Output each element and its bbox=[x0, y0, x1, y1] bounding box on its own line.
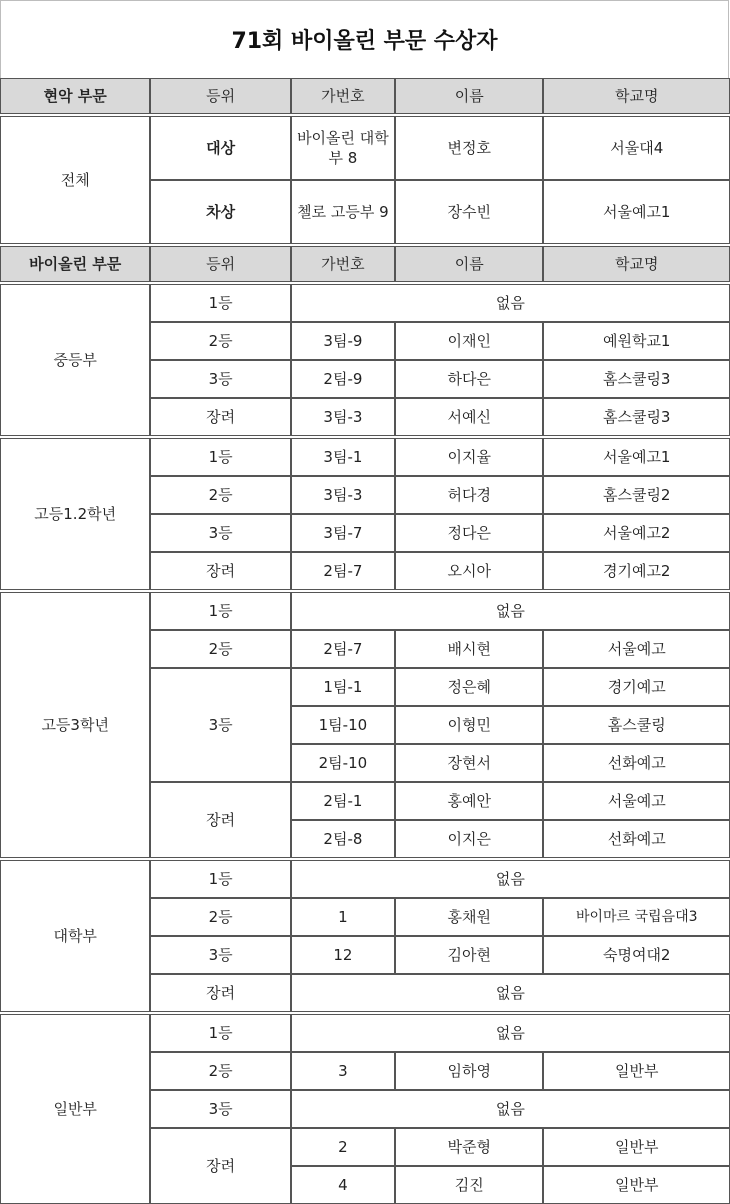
number-cell: 4 bbox=[291, 1166, 395, 1204]
name-cell: 박준형 bbox=[395, 1128, 543, 1166]
school-cell: 서울예고1 bbox=[543, 438, 730, 476]
school-cell: 선화예고 bbox=[543, 820, 730, 858]
school-cell: 예원학교1 bbox=[543, 322, 730, 360]
name-cell: 하다은 bbox=[395, 360, 543, 398]
rank-cell: 장려 bbox=[150, 398, 290, 436]
number-cell: 3팀-1 bbox=[291, 438, 395, 476]
category-cell: 고등1.2학년 bbox=[0, 438, 150, 590]
rank-cell: 1등 bbox=[150, 1014, 290, 1052]
number-cell: 2팀-8 bbox=[291, 820, 395, 858]
none-cell: 없음 bbox=[291, 1090, 730, 1128]
school-cell: 서울예고2 bbox=[543, 514, 730, 552]
rank-cell: 3등 bbox=[150, 1090, 290, 1128]
name-cell: 홍채원 bbox=[395, 898, 543, 936]
name-cell: 배시현 bbox=[395, 630, 543, 668]
header-rank: 등위 bbox=[150, 246, 290, 282]
none-cell: 없음 bbox=[291, 284, 730, 322]
rank-cell: 장려 bbox=[150, 1128, 290, 1204]
title-box bbox=[0, 0, 729, 78]
table-row bbox=[0, 284, 730, 322]
number-cell: 바이올린 대학부 8 bbox=[291, 116, 395, 180]
table-row bbox=[0, 1014, 730, 1052]
none-cell: 없음 bbox=[291, 974, 730, 1012]
table-row bbox=[0, 116, 730, 180]
section1-header-row bbox=[0, 78, 730, 114]
school-cell: 홈스쿨링3 bbox=[543, 398, 730, 436]
name-cell: 서예신 bbox=[395, 398, 543, 436]
header-section: 현악 부문 bbox=[0, 78, 150, 114]
name-cell: 변정호 bbox=[395, 116, 543, 180]
rank-cell: 2등 bbox=[150, 322, 290, 360]
number-cell: 2팀-7 bbox=[291, 552, 395, 590]
name-cell: 홍예안 bbox=[395, 782, 543, 820]
rank-cell: 3등 bbox=[150, 936, 290, 974]
number-cell: 2팀-10 bbox=[291, 744, 395, 782]
rank-cell: 2등 bbox=[150, 1052, 290, 1090]
none-cell: 없음 bbox=[291, 592, 730, 630]
rank-cell: 1등 bbox=[150, 592, 290, 630]
category-cell: 고등3학년 bbox=[0, 592, 150, 858]
number-cell: 2팀-9 bbox=[291, 360, 395, 398]
rank-cell: 1등 bbox=[150, 284, 290, 322]
number-cell: 첼로 고등부 9 bbox=[291, 180, 395, 244]
name-cell: 이형민 bbox=[395, 706, 543, 744]
school-cell: 숙명여대2 bbox=[543, 936, 730, 974]
number-cell: 2팀-7 bbox=[291, 630, 395, 668]
rank-cell: 3등 bbox=[150, 360, 290, 398]
rank-cell: 1등 bbox=[150, 438, 290, 476]
school-cell: 선화예고 bbox=[543, 744, 730, 782]
none-cell: 없음 bbox=[291, 1014, 730, 1052]
header-school: 학교명 bbox=[543, 246, 730, 282]
number-cell: 3팀-7 bbox=[291, 514, 395, 552]
school-cell: 경기예고 bbox=[543, 668, 730, 706]
name-cell: 허다경 bbox=[395, 476, 543, 514]
name-cell: 정다은 bbox=[395, 514, 543, 552]
school-cell: 일반부 bbox=[543, 1166, 730, 1204]
number-cell: 3 bbox=[291, 1052, 395, 1090]
rank-cell: 장려 bbox=[150, 974, 290, 1012]
name-cell: 임하영 bbox=[395, 1052, 543, 1090]
header-number: 가번호 bbox=[291, 246, 395, 282]
school-cell: 바이마르 국립음대3 bbox=[543, 898, 730, 936]
school-cell: 서울예고 bbox=[543, 630, 730, 668]
category-cell: 전체 bbox=[0, 116, 150, 244]
table-row bbox=[0, 860, 730, 898]
rank-cell: 2등 bbox=[150, 630, 290, 668]
number-cell: 1팀-10 bbox=[291, 706, 395, 744]
category-cell: 중등부 bbox=[0, 284, 150, 436]
rank-cell: 2등 bbox=[150, 476, 290, 514]
name-cell: 이지은 bbox=[395, 820, 543, 858]
number-cell: 2 bbox=[291, 1128, 395, 1166]
header-number: 가번호 bbox=[291, 78, 395, 114]
number-cell: 12 bbox=[291, 936, 395, 974]
name-cell: 정은혜 bbox=[395, 668, 543, 706]
name-cell: 오시아 bbox=[395, 552, 543, 590]
name-cell: 김아현 bbox=[395, 936, 543, 974]
school-cell: 홈스쿨링3 bbox=[543, 360, 730, 398]
header-name: 이름 bbox=[395, 78, 543, 114]
table-row bbox=[0, 438, 730, 476]
header-school: 학교명 bbox=[543, 78, 730, 114]
rank-cell: 대상 bbox=[150, 116, 290, 180]
number-cell: 2팀-1 bbox=[291, 782, 395, 820]
school-cell: 서울대4 bbox=[543, 116, 730, 180]
name-cell: 이지율 bbox=[395, 438, 543, 476]
name-cell: 장현서 bbox=[395, 744, 543, 782]
school-cell: 홈스쿨링2 bbox=[543, 476, 730, 514]
rank-cell: 장려 bbox=[150, 552, 290, 590]
name-cell: 이재인 bbox=[395, 322, 543, 360]
name-cell: 김진 bbox=[395, 1166, 543, 1204]
table-row bbox=[0, 592, 730, 630]
header-rank: 등위 bbox=[150, 78, 290, 114]
rank-cell: 장려 bbox=[150, 782, 290, 858]
header-name: 이름 bbox=[395, 246, 543, 282]
none-cell: 없음 bbox=[291, 860, 730, 898]
rank-cell: 1등 bbox=[150, 860, 290, 898]
number-cell: 3팀-3 bbox=[291, 476, 395, 514]
rank-cell: 3등 bbox=[150, 514, 290, 552]
name-cell: 장수빈 bbox=[395, 180, 543, 244]
category-cell: 대학부 bbox=[0, 860, 150, 1012]
category-cell: 일반부 bbox=[0, 1014, 150, 1204]
school-cell: 일반부 bbox=[543, 1128, 730, 1166]
rank-cell: 차상 bbox=[150, 180, 290, 244]
school-cell: 홈스쿨링 bbox=[543, 706, 730, 744]
rank-cell: 3등 bbox=[150, 668, 290, 782]
school-cell: 일반부 bbox=[543, 1052, 730, 1090]
number-cell: 3팀-3 bbox=[291, 398, 395, 436]
page-title: 71회 바이올린 부문 수상자 bbox=[231, 29, 498, 54]
awards-table bbox=[0, 78, 730, 1204]
school-cell: 서울예고1 bbox=[543, 180, 730, 244]
number-cell: 1 bbox=[291, 898, 395, 936]
school-cell: 서울예고 bbox=[543, 782, 730, 820]
section2-header-row bbox=[0, 246, 730, 282]
number-cell: 1팀-1 bbox=[291, 668, 395, 706]
header-section: 바이올린 부문 bbox=[0, 246, 150, 282]
number-cell: 3팀-9 bbox=[291, 322, 395, 360]
rank-cell: 2등 bbox=[150, 898, 290, 936]
school-cell: 경기예고2 bbox=[543, 552, 730, 590]
